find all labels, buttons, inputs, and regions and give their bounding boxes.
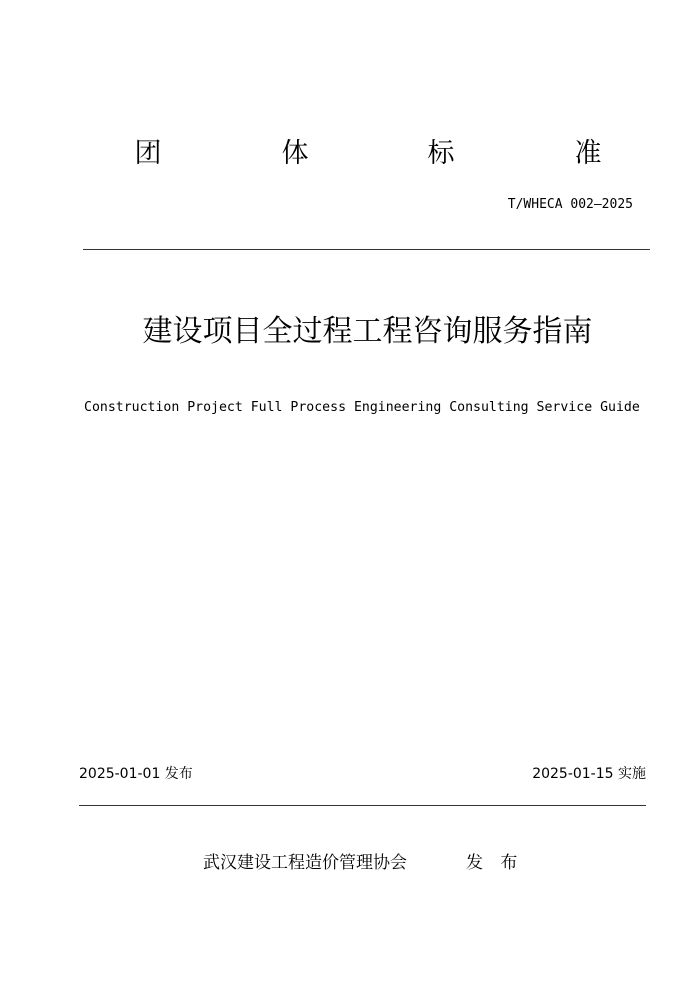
footer-divider bbox=[79, 805, 646, 806]
document-title: 建设项目全过程工程咨询服务指南 bbox=[142, 314, 593, 349]
standard-type-char-4: 准 bbox=[574, 138, 602, 169]
publish-label: 发 布 bbox=[466, 853, 524, 873]
publisher-name: 武汉建设工程造价管理协会 bbox=[203, 853, 407, 873]
standard-type-char-3: 标 bbox=[427, 138, 455, 169]
document-english-title: Construction Project Full Process Engineering Consulting Service Guide bbox=[84, 400, 640, 415]
standard-type-char-2: 体 bbox=[281, 138, 309, 169]
release-date: 2025-01-01 发布 bbox=[79, 766, 193, 782]
standard-type-char-1: 团 bbox=[134, 138, 162, 169]
header-divider bbox=[83, 249, 650, 250]
standard-code: T/WHECA 002—2025 bbox=[507, 197, 633, 212]
implementation-date: 2025-01-15 实施 bbox=[532, 766, 646, 782]
